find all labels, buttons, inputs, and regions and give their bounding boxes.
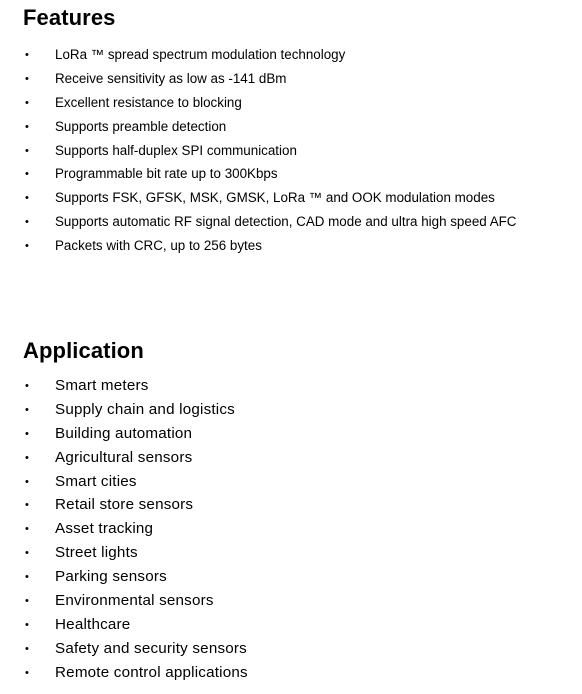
application-item-text: Smart meters xyxy=(55,377,149,394)
features-heading: Features xyxy=(23,5,116,30)
application-item-text: Safety and security sensors xyxy=(55,639,247,657)
application-item-text: Asset tracking xyxy=(55,520,154,538)
bullet-icon: • xyxy=(25,666,30,679)
bullet-icon: • xyxy=(25,547,30,560)
bullet-icon: • xyxy=(25,49,29,61)
feature-item-text: Supports half-duplex SPI communication xyxy=(55,142,297,158)
feature-item-text: Supports FSK, GFSK, MSK, GMSK, LoRa ™ and OOK modulation modes xyxy=(55,190,495,206)
feature-item-text: Excellent resistance to blocking xyxy=(55,94,242,110)
bullet-icon: • xyxy=(25,571,30,584)
bullet-icon: • xyxy=(25,499,30,512)
application-item-text: Agricultural sensors xyxy=(55,448,193,466)
feature-item-text: Programmable bit rate up to 300Kbps xyxy=(55,166,278,182)
feature-item-text: Supports automatic RF signal detection, CAD mode and ultra high speed AFC xyxy=(55,214,517,230)
application-heading: Application xyxy=(23,338,144,363)
bullet-icon: • xyxy=(25,427,30,440)
bullet-icon: • xyxy=(25,144,29,157)
bullet-icon: • xyxy=(25,240,29,253)
application-item-text: Healthcare xyxy=(55,615,131,633)
application-item-text: Environmental sensors xyxy=(55,592,214,610)
bullet-icon: • xyxy=(25,192,29,205)
application-item-text: Remote control applications xyxy=(55,663,248,681)
bullet-icon: • xyxy=(25,595,30,608)
bullet-icon: • xyxy=(25,380,30,392)
bullet-icon: • xyxy=(25,523,30,536)
bullet-icon: • xyxy=(25,168,29,181)
application-item-text: Smart cities xyxy=(55,472,137,490)
application-item-text: Retail store sensors xyxy=(55,496,194,514)
feature-item-text: Receive sensitivity as low as -141 dBm xyxy=(55,70,287,86)
feature-item-text: LoRa ™ spread spectrum modulation technology xyxy=(55,47,346,62)
bullet-icon: • xyxy=(25,618,30,631)
bullet-icon: • xyxy=(25,96,29,109)
bullet-icon: • xyxy=(25,403,30,416)
feature-item-text: Supports preamble detection xyxy=(55,118,227,134)
application-item-text: Building automation xyxy=(55,424,193,442)
feature-item-text: Packets with CRC, up to 256 bytes xyxy=(55,238,262,254)
bullet-icon: • xyxy=(25,120,29,133)
application-item-text: Supply chain and logistics xyxy=(55,400,235,418)
bullet-icon: • xyxy=(25,216,29,229)
bullet-icon: • xyxy=(25,72,29,85)
bullet-icon: • xyxy=(25,475,30,488)
application-item-text: Street lights xyxy=(55,544,138,562)
bullet-icon: • xyxy=(25,642,30,655)
application-item-text: Parking sensors xyxy=(55,568,167,586)
bullet-icon: • xyxy=(25,451,30,464)
